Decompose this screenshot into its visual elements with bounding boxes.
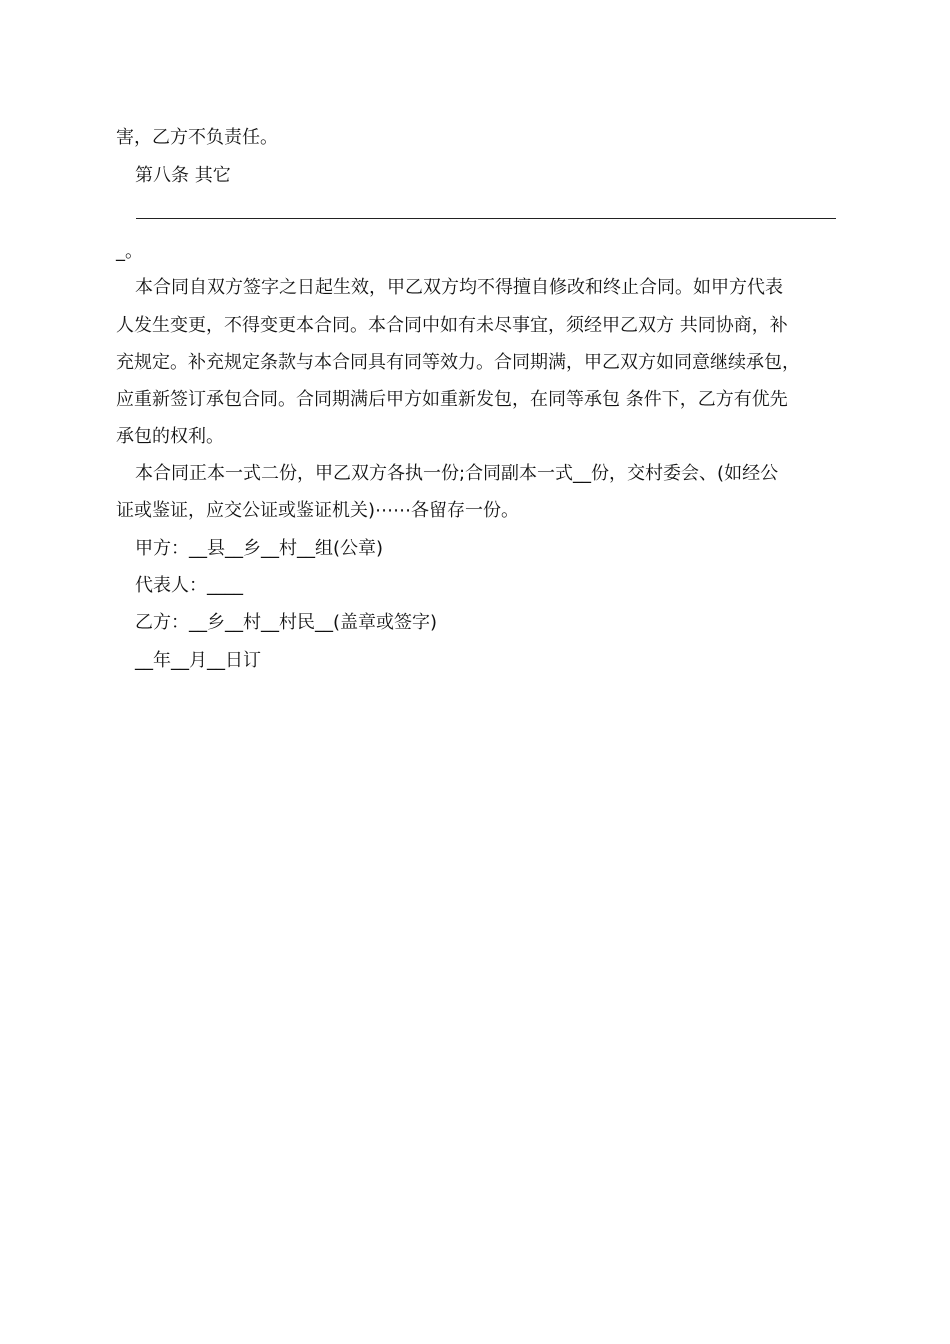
para2-line: 本合同正本一式二份，甲乙双方各执一份;合同副本一式__份，交村委会、(如经公 (135, 463, 779, 484)
representative-line: 代表人：____ (135, 575, 243, 596)
blank-tail-text: _。 (116, 241, 143, 262)
para1-line: 人发生变更，不得变更本合同。本合同中如有未尽事宜，须经甲乙双方 共同协商，补 (116, 315, 788, 336)
para1-line: 充规定。补充规定条款与本合同具有同等效力。合同期满，甲乙双方如同意继续承包， (116, 352, 800, 373)
clause8-heading: 第八条 其它 (135, 165, 231, 186)
para2-line: 证或鉴证，应交公证或鉴证机关)⋯⋯各留存一份。 (116, 500, 520, 521)
date-line: __年__月__日订 (135, 650, 261, 671)
party-a-line: 甲方：__县__乡__村__组(公章) (135, 538, 384, 559)
para1-line: 本合同自双方签字之日起生效，甲乙双方均不得擅自修改和终止合同。如甲方代表 (135, 277, 783, 298)
blank-fill-line (136, 218, 836, 219)
para1-line: 承包的权利。 (116, 426, 224, 447)
party-b-line: 乙方：__乡__村__村民__(盖章或签字) (135, 612, 438, 633)
para1-line: 应重新签订承包合同。合同期满后甲方如重新发包，在同等承包 条件下，乙方有优先 (116, 389, 788, 410)
clause7-end-text: 害，乙方不负责任。 (116, 127, 278, 148)
